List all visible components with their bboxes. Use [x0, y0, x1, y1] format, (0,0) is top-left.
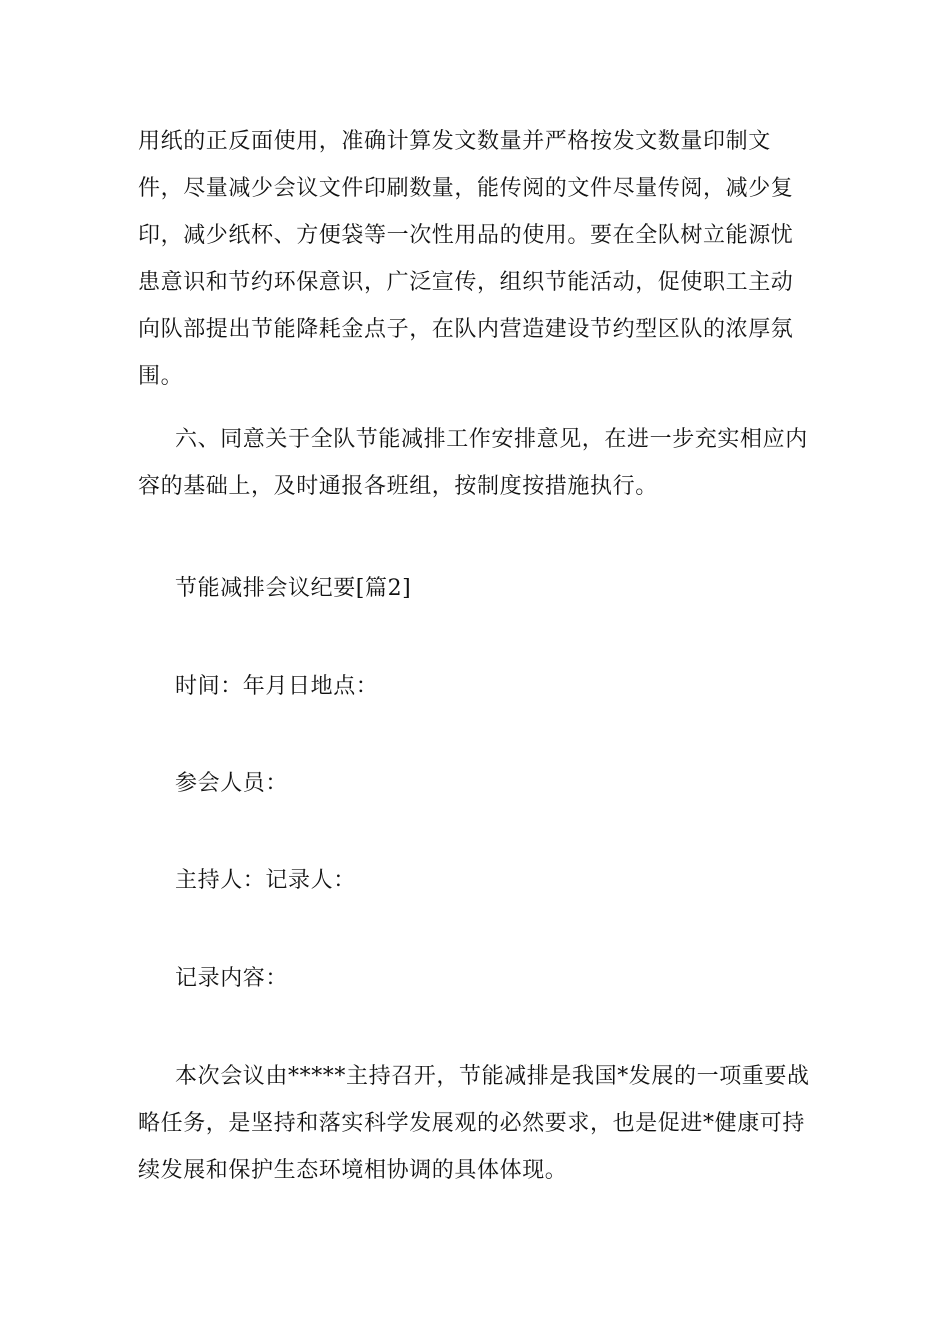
paragraph-energy-saving-measures: 用纸的正反面使用，准确计算发文数量并严格按发文数量印制文件，尽量减少会议文件印刷数量，能传阅的文件尽量传阅，减少复印，减少纸杯、方便袋等一次性用品的使用。要在全队树立能源忧患意识和节约环保意识，广泛宣传，组织节能活动，促使职工主动向队部提出节能降耗金点子，在队内营造建设节约型区队的浓厚氛围。 [138, 129, 794, 389]
meeting-host-recorder: 主持人：记录人： [175, 868, 356, 893]
paragraph-item-six: 六、同意关于全队节能减排工作安排意见，在进一步充实相应内容的基础上，及时通报各班组，按制度按措施执行。 [138, 427, 808, 499]
meeting-time-location: 时间：年月日地点： [175, 674, 379, 699]
meeting-record-content-label: 记录内容： [175, 966, 289, 991]
meeting-attendees: 参会人员： [175, 771, 289, 796]
section-title: 节能减排会议纪要[篇2] [175, 576, 412, 601]
meeting-summary-paragraph: 本次会议由*****主持召开，节能减排是我国*发展的一项重要战略任务，是坚持和落实科学发展观的必然要求，也是促进*健康可持续发展和保护生态环境相协调的具体体现。 [138, 1064, 810, 1183]
